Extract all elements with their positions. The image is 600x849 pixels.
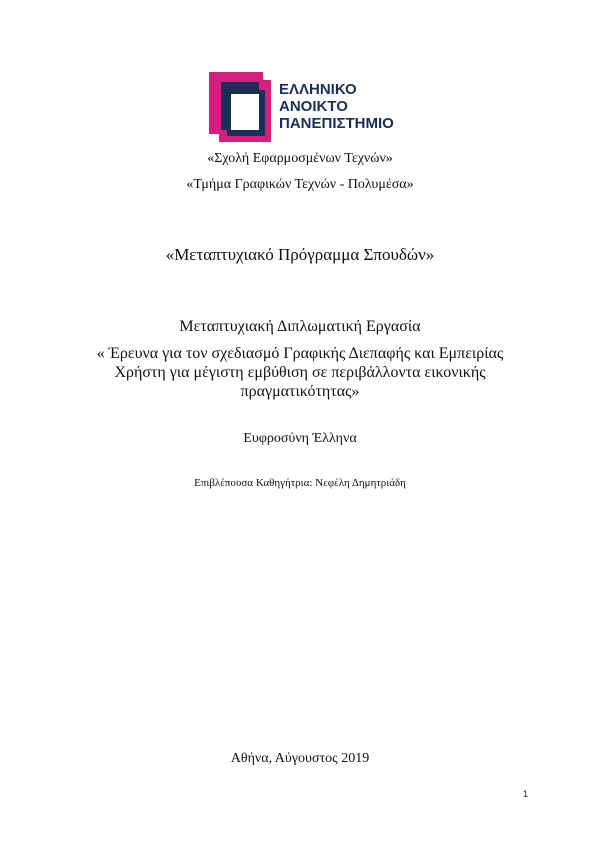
university-logo-mark — [209, 72, 273, 142]
program-name: «Μεταπτυχιακό Πρόγραμμα Σπουδών» — [165, 245, 435, 264]
thesis-title: « Έρευνα για τον σχεδιασμό Γραφικής Διεπαφής και Εμπειρίας Χρήστη για μέγιστη εμβύθιση σε περιβάλλοντα εικονικής πραγματικότητας» — [96, 345, 504, 400]
university-logo-text — [279, 81, 394, 132]
department-name: «Τμήμα Γραφικών Τεχνών - Πολυμέσα» — [186, 177, 414, 192]
page-number: 1 — [523, 789, 529, 799]
logo-line-2: ΑΝΟΙΚΤΟ — [279, 98, 348, 115]
place-date: Αθήνα, Αύγουστος 2019 — [230, 751, 370, 766]
author-name: Ευφροσύνη Έλληνα — [243, 431, 357, 446]
school-name: «Σχολή Εφαρμοσμένων Τεχνών» — [207, 151, 393, 166]
logo-line-1: ΕΛΛΗΝΙΚΟ — [279, 81, 357, 98]
logo-line-3: ΠΑΝΕΠΙΣΤΗΜΙΟ — [279, 115, 394, 132]
thesis-type: Μεταπτυχιακή Διπλωματική Εργασία — [179, 318, 421, 335]
university-logo — [209, 72, 399, 142]
supervisor: Επιβλέπουσα Καθηγήτρια: Νεφέλη Δημητριάδη — [194, 477, 406, 489]
